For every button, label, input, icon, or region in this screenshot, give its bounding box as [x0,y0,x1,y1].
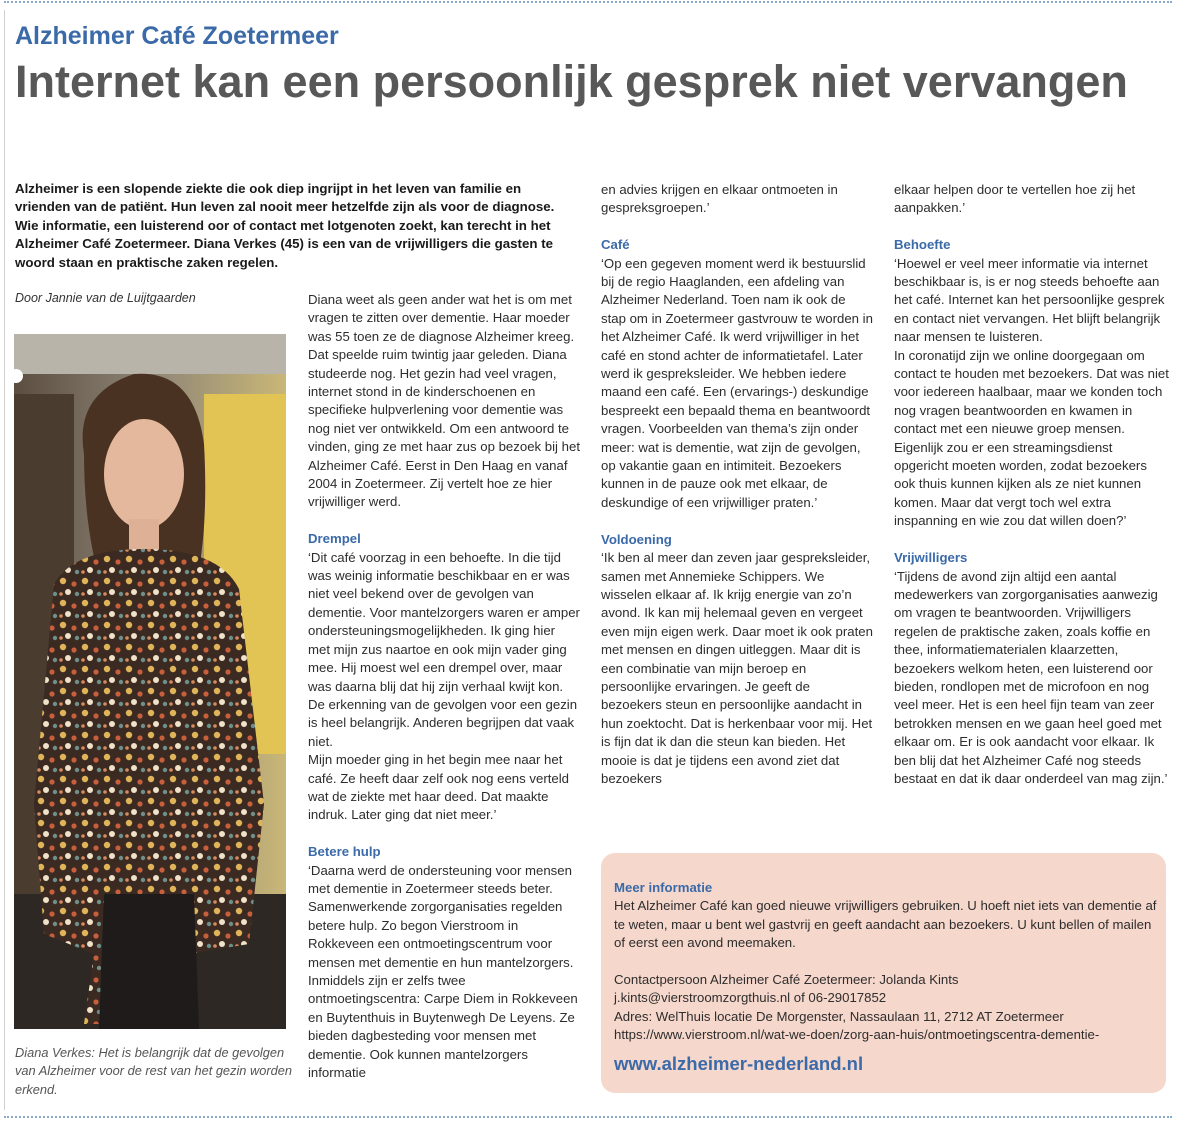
paragraph: In coronatijd zijn we online doorgegaan om contact te houden met bezoekers. Dat was niet voor iedereen haalbaar, maar we konden toch nog vragen beantwoorden en kwamen in contact met een nieuwe groep mensen. Eigenlijk zou er een streamingsdienst opgericht moeten worden, zodat bezoekers ook thuis kunnen kijken als ze niet kunnen komen. Maar dat vergt toch wel extra inspanning en wie zou dat willen doen?’ [894,347,1169,529]
article-headline: Internet kan een persoonlijk gesprek niet vervangen [15,56,1128,107]
paragraph: ‘Daarna werd de ondersteuning voor mensen met dementie in Zoetermeer steeds beter. Samenwerkende zorgorganisaties regelden betere hulp. Zo begon Vierstroom in Rokkeveen een ontmoetingscentrum voor mensen met dementie en hun mantelzorgers. Inmiddels zijn er zelfs twee ontmoetingscentra: Carpe Diem in Rokkeveen en Buytenthuis in Buytenwegh De Leyens. Ze bieden dagbesteding voor mensen met dementie. Ook kunnen mantelzorgers informatie [308,862,578,1081]
paragraph: Mijn moeder ging in het begin mee naar het café. Ze heeft daar zelf ook nog eens verteld wat de ziekte met haar deed. Dat maakte indruk. Later ging dat niet meer.’ [308,752,569,823]
left-rule [4,10,5,1110]
info-box-title: Meer informatie [614,880,713,895]
contact-email-phone[interactable]: j.kints@vierstroomzorgthuis.nl of 06-29017852 [614,990,887,1006]
photo-caption: Diana Verkes: Het is belangrijk dat de gevolgen van Alzheimer voor de rest van het gezin worden erkend. [15,1045,292,1097]
subheading-cafe: Café [601,237,630,253]
info-box-text: Het Alzheimer Café kan goed nieuwe vrijwilligers gebruiken. U hoeft niet iets van dementie af te weten, maar u bent wel gastvrij en geeft aandacht aan bezoekers. U kunt bellen of mailen of eerst een avond meemaken. [614,898,1157,951]
paragraph: ‘Tijdens de avond zijn altijd een aantal medewerkers van zorgorganisaties aanwezig om vragen te beantwoorden. Vrijwilligers regelen de praktische zaken, zoals koffie en thee, informatiematerialen klaarzetten, bezoekers welkom heten, een luisterend oor bieden, rondlopen met de microfoon en nog veel meer. Het is een heel fijn team van zeer betrokken mensen en we gaan heel goed met elkaar om. Er is ook aandacht voor elkaar. Ik ben blij dat het Alzheimer Café nog steeds bestaat en dat ik daar onderdeel van mag zijn.’ [894,568,1168,786]
subheading-vrijwilligers: Vrijwilligers [894,550,968,566]
section-kicker: Alzheimer Café Zoetermeer [15,22,339,50]
article-column-3 [894,181,1170,788]
subheading-drempel: Drempel [308,531,361,547]
subheading-betere-hulp: Betere hulp [308,844,381,860]
website-link[interactable]: www.alzheimer-nederland.nl [614,1052,864,1074]
info-box [601,853,1166,1093]
contact-address: Adres: WelThuis locatie De Morgenster, Nassaulaan 11, 2712 AT Zoetermeer [614,1008,1064,1024]
subheading-voldoening: Voldoening [601,531,672,547]
paragraph: ‘Hoewel er veel meer informatie via internet beschikbaar is, is er nog steeds behoefte aan het café. Internet kan het persoonlijke gesprek en contact niet vervangen. Het blijft belangrijk naar mensen te luisteren. [894,255,1165,345]
contact-link[interactable]: https://www.vierstroom.nl/wat-we-doen/zorg-aan-huis/ontmoetingscentra-dementie- [614,1027,1100,1043]
article-column-1 [308,291,580,1082]
subheading-behoefte: Behoefte [894,237,951,253]
contact-person: Contactpersoon Alzheimer Café Zoetermeer: Jolanda Kints [614,972,959,988]
bottom-dotted-rule [4,1116,1172,1118]
article-intro: Alzheimer is een slopende ziekte die ook diep ingrijpt in het leven van familie en vrienden van de patiënt. Hun leven zal nooit meer hetzelfde zijn als voor de diagnose. Wie informatie, een luisterend oor of contact met lotgenoten zoekt, kan terecht in het Alzheimer Café Zoetermeer. Diana Verkes (45) is een van de vrijwilligers die gasten te woord staan en praktische zaken regelen. [15,181,555,270]
byline: Door Jannie van de Luijtgaarden [15,291,196,305]
paragraph: ‘Ik ben al meer dan zeven jaar gespreksleider, samen met Annemieke Schippers. We wisselen elkaar af. Ik krijg energie van zo’n avond. Ik kan mij helemaal geven en vergeet even mijn eigen werk. Daar moet ik ook praten met mensen en dingen uitleggen. Maar dit is een combinatie van mijn beroep en persoonlijke ervaringen. Je geeft de bezoekers steun en persoonlijke aandacht in hun zoektocht. Dat is herkenbaar voor mij. Het is fijn dat ik dan die steun kan bieden. Het mooie is dat je tijdens een avond ziet dat bezoekers [601,550,873,786]
paragraph: ‘Dit café voorzag in een behoefte. In die tijd was weinig informatie beschikbaar en er was niet veel bekend over de gevolgen van dementie. Voor mantelzorgers waren er amper ondersteuningsmogelijkheden. Ik ging hier met mijn zus naartoe en ook mijn vader ging mee. Hij moest wel een drempel over, maar was daarna blij dat hij zijn verhaal kwijt kon. De erkenning van de gevolgen voor een gezin is heel belangrijk. Anderen begrijpen dat vaak niet. [308,549,580,749]
paragraph: ‘Op een gegeven moment werd ik bestuurslid bij de regio Haaglanden, een afdeling van Alzheimer Nederland. Toen nam ik ook de stap om in Zoetermeer gastvrouw te worden in het Alzheimer Café. Ik werd vrijwilliger in het café en stond achter de informatietafel. Later werd ik gespreksleider. We hebben iedere maand een café. Een (ervarings-) deskundige bespreekt een bepaald thema en beantwoordt vragen. Voorbeelden van thema’s zijn onder meer: wat is dementie, wat zijn de gevolgen, op vakantie gaan en intimiteit. Bezoekers kunnen in de pauze ook met elkaar, de deskundige of een vrijwilliger praten.’ [601,255,873,510]
article-column-2 [601,181,873,788]
top-dotted-rule [4,1,1172,3]
paragraph: Diana weet als geen ander wat het is om met vragen te zitten over dementie. Haar moeder was 55 toen ze de diagnose Alzheimer kreeg. Dat speelde ruim twintig jaar geleden. Diana studeerde nog. Het gezin had veel vragen, internet stond in de kinderschoenen en specifieke hulpverlening voor dementie was nog niet ver ontwikkeld. Om een antwoord te vinden, ging ze met haar zus op bezoek bij het Alzheimer Café. Eerst in Den Haag en vanaf 2004 in Zoetermeer. Zij vertelt hoe ze hier vrijwilliger werd. [308,292,580,510]
portrait-photo [14,334,286,1029]
paragraph: elkaar helpen door te vertellen hoe zij het aanpakken.’ [894,182,1136,216]
paragraph: en advies krijgen en elkaar ontmoeten in gespreksgroepen.’ [601,182,838,216]
